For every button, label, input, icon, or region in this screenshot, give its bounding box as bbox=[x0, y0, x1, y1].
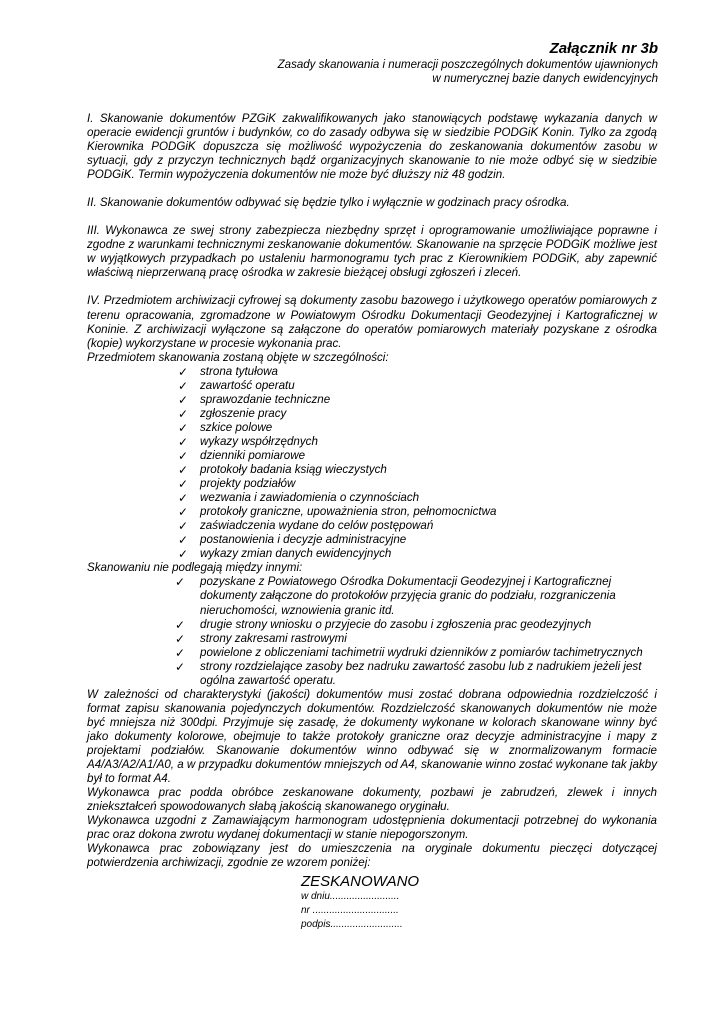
document-header bbox=[278, 40, 658, 86]
checkmark-icon: ✓ bbox=[175, 645, 186, 660]
list-item: ✓ sprawozdanie techniczne bbox=[178, 392, 331, 407]
stamp-number-line: nr ............................... bbox=[301, 905, 399, 917]
archive-stamp-template bbox=[301, 873, 657, 932]
list-item: ✓ wykazy współrzędnych bbox=[178, 434, 318, 449]
stamp-title: ZESKANOWANO bbox=[301, 873, 420, 891]
stamp-date-line: w dniu......................... bbox=[301, 891, 400, 903]
list-item: ✓ zawartość operatu bbox=[178, 378, 295, 393]
list-item: ✓ postanowienia i decyzje administracyjne bbox=[178, 533, 407, 548]
list-item: ✓ protokoły graniczne, upoważnienia stron, pełnomocnictwa bbox=[178, 505, 497, 520]
checkmark-icon: ✓ bbox=[178, 378, 189, 393]
checkmark-icon: ✓ bbox=[178, 505, 189, 520]
checkmark-icon: ✓ bbox=[178, 364, 189, 379]
checkmark-icon: ✓ bbox=[178, 448, 189, 463]
attachment-title: Załącznik nr 3b bbox=[549, 40, 658, 57]
list-item: ✓ pozyskane z Powiatowego Ośrodka Dokumentacji Geodezyjnej i Kartograficznej dokumenty załączone do protokołów przyjęcia granic do podziału, rozgraniczenia nieruchomości, wznowienia granic itd. bbox=[175, 575, 616, 617]
stamp-paragraph: Wykonawca prac zobowiązany jest do umieszczenia na oryginale dokumentu pieczęci dotyczącej potwierdzenia archiwizacji, zgodnie ze wzorem poniżej: bbox=[87, 842, 657, 870]
checkmark-icon: ✓ bbox=[178, 406, 189, 421]
list-item: ✓ strona tytułowa bbox=[178, 364, 278, 379]
stamp-signature-line: podpis.......................... bbox=[301, 919, 403, 931]
section-2-paragraph: II. Skanowanie dokumentów odbywać się będzie tylko i wyłącznie w godzinach pracy ośrodka. bbox=[87, 196, 570, 210]
list-item: ✓ zaświadczenia wydane do celów postępowań bbox=[178, 519, 434, 534]
checkmark-icon: ✓ bbox=[178, 463, 189, 478]
header-subtitle-line-1: Zasady skanowania i numeracji poszczególnych dokumentów ujawnionych bbox=[277, 59, 658, 71]
checkmark-icon: ✓ bbox=[178, 533, 189, 548]
checkmark-icon: ✓ bbox=[178, 547, 189, 562]
list-item: ✓ szkice polowe bbox=[178, 420, 273, 435]
list-item: ✓ strony zakresami rastrowymi bbox=[175, 631, 347, 646]
checkmark-icon: ✓ bbox=[175, 659, 186, 674]
exclude-items-list bbox=[87, 575, 657, 687]
checkmark-icon: ✓ bbox=[178, 392, 189, 407]
list-item: ✓ wykazy zmian danych ewidencyjnych bbox=[178, 547, 392, 562]
list-item: ✓ dzienniki pomiarowe bbox=[178, 448, 306, 463]
checkmark-icon: ✓ bbox=[175, 631, 186, 646]
exclude-items-intro: Skanowaniu nie podlegają między innymi: bbox=[87, 561, 303, 575]
checkmark-icon: ✓ bbox=[178, 519, 189, 534]
checkmark-icon: ✓ bbox=[175, 617, 186, 632]
list-item: ✓ powielone z obliczeniami tachimetrii wydruki dzienników z pomiarów tachimetrycznych bbox=[175, 645, 643, 660]
list-item: ✓ zgłoszenie pracy bbox=[178, 406, 287, 421]
scan-items-list bbox=[87, 365, 657, 562]
list-item: ✓ wezwania i zawiadomienia o czynnościach bbox=[178, 491, 420, 506]
list-item: ✓ strony rozdzielające zasoby bez nadruku zawartość zasobu lub z nadrukiem jeżeli jest ogólna zawartość operatu. bbox=[175, 659, 642, 687]
checkmark-icon: ✓ bbox=[178, 491, 189, 506]
section-3-paragraph: III. Wykonawca ze swej strony zabezpiecza niezbędny sprzęt i oprogramowanie umożliwiające poprawne i zgodne z warunkami technicznymi zeskanowanie dokumentów. Skanowanie na sprzęcie PODGiK możliwe jest w wyjątkowych przypadkach po ustaleniu harmonogramu tych prac z Kierownikiem PODGiK, aby zapewnić właściwą nieprzerwaną pracę ośrodka w zakresie bieżącej obsługi zgłoszeń i zleceń. bbox=[87, 224, 657, 280]
checkmark-icon: ✓ bbox=[175, 575, 186, 590]
list-item: ✓ protokoły badania ksiąg wieczystych bbox=[178, 463, 387, 478]
checkmark-icon: ✓ bbox=[178, 434, 189, 449]
section-4-paragraph: IV. Przedmiotem archiwizacji cyfrowej są dokumenty zasobu bazowego i użytkowego operatów pomiarowych z terenu opracowania, zgromadzone w Powiatowym Ośrodku Dokumentacji Geodezyjnej i Kartograficznej w Koninie. Z archiwizacji wyłączone są załączone do operatów pomiarowych materiały pozyskane z ośrodka (kopie) wykorzystane w procesie wykonania prac. bbox=[87, 294, 657, 350]
checkmark-icon: ✓ bbox=[178, 420, 189, 435]
list-item: ✓ drugie strony wniosku o przyjecie do zasobu i zgłoszenia prac geodezyjnych bbox=[175, 617, 592, 632]
quality-paragraph: W zależności od charakterystyki (jakości) dokumentów musi zostać dobrana odpowiednia rozdzielczość i format zapisu skanowania pojedynczych dokumentów. Rozdzielczość skanowanych dokumentów nie może być mniejsza niż 300dpi. Przyjmuje się zasadę, że dokumenty wykonane w kolorach skanowane winny być jako dokumenty kolorowe, obejmuje to także protokoły graniczne oraz decyzje administracyjne i mapy z projektami podziałów. Skanowanie dokumentów winno odbywać się w znormalizowanym formacie A4/A3/A2/A1/A0, a w przypadku dokumentów mniejszych od A4, skanowanie winno zostać wykonane tak jakby był to format A4. bbox=[87, 687, 657, 786]
scan-items-intro: Przedmiotem skanowania zostaną objęte w szczególności: bbox=[87, 350, 389, 364]
schedule-paragraph: Wykonawca uzgodni z Zamawiającym harmonogram udostępnienia dokumentacji potrzebnej do wykonania prac oraz dokona zwrotu wydanej dokumentacji w stanie niepogorszonym. bbox=[87, 814, 657, 842]
section-1-paragraph: I. Skanowanie dokumentów PZGiK zakwalifikowanych jako stanowiących podstawę wykazania danych w operacie ewidencji gruntów i budynków, co do zasady odbywa się w siedzibie PODGiK Konin. Tylko za zgodą Kierownika PODGiK dopuszcza się możliwość wypożyczenia do zeskanowania dokumentów zasobu w sytuacji, gdy z przyczyn technicznych bądź organizacyjnych skanowanie to nie może odbyć się w siedzibie PODGiK. Termin wypożyczenia dokumentów nie może być dłuższy niż 48 godzin. bbox=[87, 112, 657, 182]
checkmark-icon: ✓ bbox=[178, 477, 189, 492]
document-body bbox=[87, 112, 657, 932]
cleanup-paragraph: Wykonawca prac podda obróbce zeskanowane dokumenty, pozbawi je zabrudzeń, zlewek i innych zniekształceń spowodowanych słabą jakością skanowanego oryginału. bbox=[87, 786, 657, 814]
header-subtitle-line-2: w numerycznej bazie danych ewidencyjnych bbox=[432, 73, 658, 85]
list-item: ✓ projekty podziałów bbox=[178, 477, 296, 492]
